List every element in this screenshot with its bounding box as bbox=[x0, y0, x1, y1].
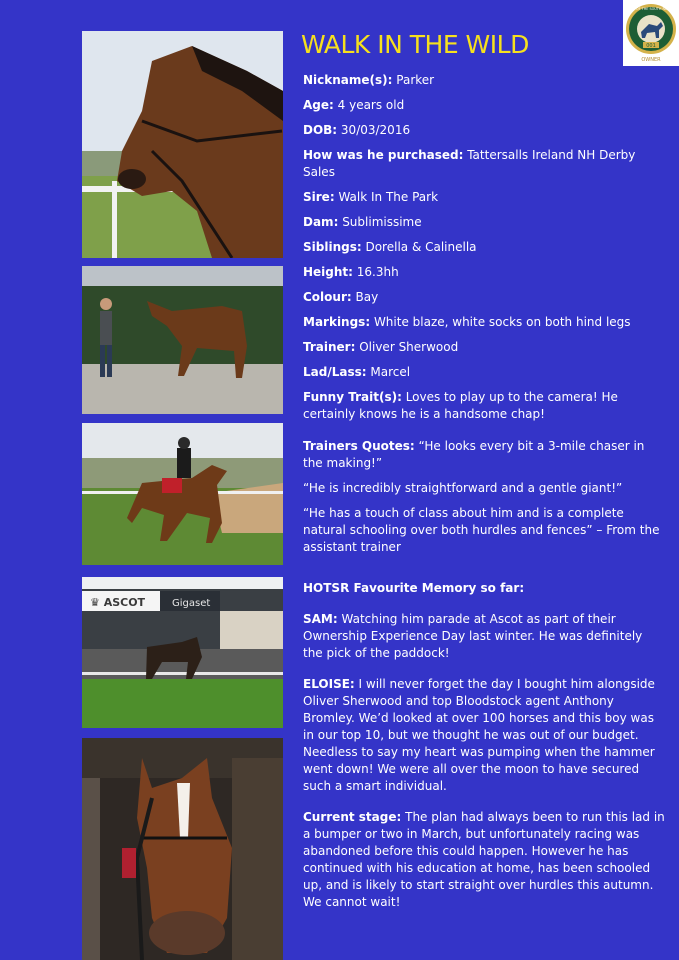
ascot-sign: ♛ ASCOT bbox=[90, 596, 146, 609]
page-title: WALK IN THE WILD bbox=[301, 30, 529, 59]
photo-horse-ridden bbox=[82, 423, 283, 565]
memory-sam: SAM: Watching him parade at Ascot as part of their Ownership Experience Day last winter. He was definitely the pick of the paddock! bbox=[303, 612, 643, 660]
trainer-quote-2: “He is incredibly straightforward and a gentle giant!” bbox=[303, 481, 623, 495]
profile-content bbox=[303, 72, 665, 911]
fact-height: Height: 16.3hh bbox=[303, 265, 399, 279]
fact-colour: Colour: Bay bbox=[303, 290, 379, 304]
trainer-quote-1: Trainers Quotes: “He looks every bit a 3-mile chaser in the making!” bbox=[303, 439, 645, 470]
fact-dob: DOB: 30/03/2016 bbox=[303, 123, 411, 137]
fact-markings: Markings: White blaze, white socks on both hind legs bbox=[303, 315, 631, 329]
memory-eloise: ELOISE: I will never forget the day I bought him alongside Oliver Sherwood and top Bloodstock agent Anthony Bromley. We’d looked at over 100 horses and this boy was in our top 10, but we thought he was out of our budget. Needless to say my heart was pumping when the hammer went down! We were all over the moon to have secured such a smart individual. bbox=[303, 677, 655, 793]
trainer-quote-3: “He has a touch of class about him and is a complete natural schooling over both hurdles and fences” – From the assistant trainer bbox=[303, 506, 660, 554]
fact-siblings: Siblings: Dorella & Calinella bbox=[303, 240, 477, 254]
club-logo bbox=[623, 0, 679, 66]
fact-dam: Dam: Sublimissime bbox=[303, 215, 422, 229]
logo-ring-text: PART OF THE SOUTH RACING bbox=[626, 7, 676, 11]
photo-ascot-parade bbox=[82, 577, 283, 728]
photo-horse-head bbox=[82, 31, 283, 258]
memory-heading: HOTSR Favourite Memory so far: bbox=[303, 581, 525, 595]
fact-nickname: Nickname(s): Parker bbox=[303, 73, 435, 87]
fact-sire: Sire: Walk In The Park bbox=[303, 190, 439, 204]
fact-purchase: How was he purchased: Tattersalls Ireland NH Derby Sales bbox=[303, 148, 636, 179]
photo-horse-standing bbox=[82, 266, 283, 414]
fact-age: Age: 4 years old bbox=[303, 98, 405, 112]
photo-horse-stable bbox=[82, 738, 283, 960]
fact-funny-trait: Funny Trait(s): Loves to play up to the camera! He certainly knows he is a handsome chap! bbox=[303, 390, 618, 421]
fact-lad-lass: Lad/Lass: Marcel bbox=[303, 365, 411, 379]
current-stage: Current stage: The plan had always been to run this lad in a bumper or two in March, but unfortunately racing was abandoned before this could happen. However he has continued with his education at home, has been schooled up, and is likely to start straight over hurdles this autumn. We cannot wait! bbox=[303, 810, 665, 909]
gigaset-sign: Gigaset bbox=[172, 598, 211, 609]
logo-bottom-text: OWNER bbox=[641, 57, 661, 63]
fact-trainer: Trainer: Oliver Sherwood bbox=[303, 340, 459, 354]
logo-number: 001 bbox=[646, 43, 656, 49]
